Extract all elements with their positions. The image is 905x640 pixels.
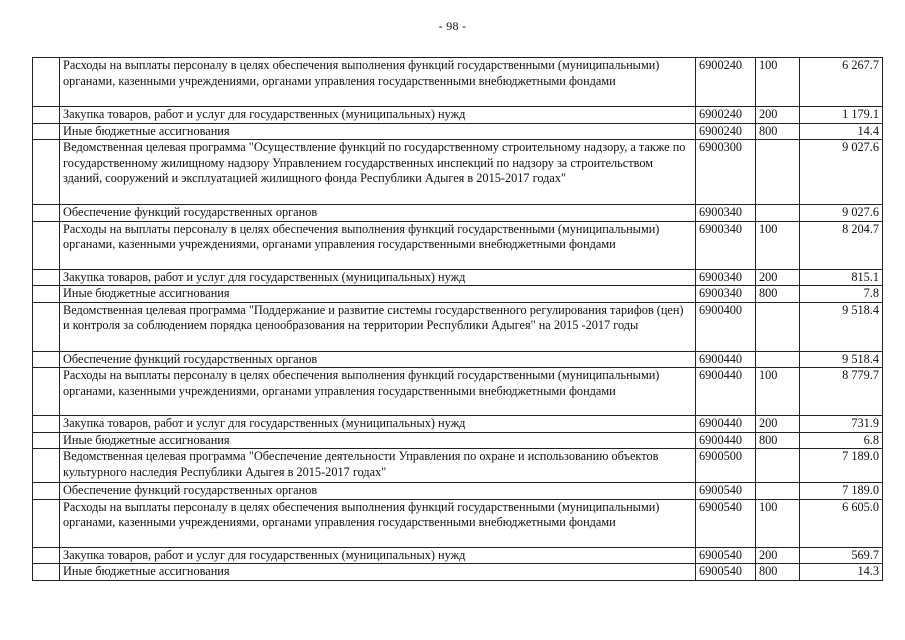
row-blank-cell [33, 483, 60, 500]
row-type-cell [756, 205, 800, 222]
row-type-cell: 200 [756, 269, 800, 286]
row-amount-cell: 731.9 [800, 416, 883, 433]
row-code-cell: 6900500 [696, 449, 756, 483]
row-type-cell: 800 [756, 564, 800, 581]
row-blank-cell [33, 221, 60, 269]
row-code-cell: 6900540 [696, 547, 756, 564]
row-amount-cell: 9 027.6 [800, 205, 883, 222]
row-code-cell: 6900340 [696, 286, 756, 303]
row-amount-cell: 815.1 [800, 269, 883, 286]
row-type-cell: 800 [756, 123, 800, 140]
table-row [33, 449, 883, 483]
row-code-cell: 6900540 [696, 483, 756, 500]
row-blank-cell [33, 107, 60, 124]
row-name-cell: Закупка товаров, работ и услуг для государственных (муниципальных) нужд [60, 547, 696, 564]
row-type-cell: 200 [756, 107, 800, 124]
row-blank-cell [33, 432, 60, 449]
row-blank-cell [33, 205, 60, 222]
row-amount-cell: 14.4 [800, 123, 883, 140]
row-name-cell: Иные бюджетные ассигнования [60, 286, 696, 303]
table-row [33, 140, 883, 205]
row-amount-cell: 9 518.4 [800, 351, 883, 368]
row-code-cell: 6900300 [696, 140, 756, 205]
row-name-cell: Иные бюджетные ассигнования [60, 123, 696, 140]
row-type-cell: 100 [756, 368, 800, 416]
row-code-cell: 6900240 [696, 107, 756, 124]
row-blank-cell [33, 547, 60, 564]
row-name-cell: Обеспечение функций государственных органов [60, 205, 696, 222]
row-type-cell: 200 [756, 416, 800, 433]
row-code-cell: 6900340 [696, 221, 756, 269]
row-type-cell [756, 483, 800, 500]
table-row [33, 368, 883, 416]
table-row [33, 302, 883, 351]
table-row [33, 416, 883, 433]
row-type-cell [756, 449, 800, 483]
row-code-cell: 6900440 [696, 351, 756, 368]
row-blank-cell [33, 564, 60, 581]
row-name-cell: Ведомственная целевая программа "Осуществление функций по государственному строительному надзору, а также по государственному жилищному надзору Управлением государственных инспекций по надзору за строительством зданий, сооружений и эксплуатацией жилищного фонда Республики Адыгея в 2015-2017 годах" [60, 140, 696, 205]
row-type-cell: 100 [756, 499, 800, 547]
row-blank-cell [33, 269, 60, 286]
row-type-cell: 100 [756, 58, 800, 107]
row-amount-cell: 1 179.1 [800, 107, 883, 124]
row-code-cell: 6900340 [696, 205, 756, 222]
row-amount-cell: 6 605.0 [800, 499, 883, 547]
row-code-cell: 6900440 [696, 368, 756, 416]
budget-table [32, 57, 883, 581]
row-blank-cell [33, 449, 60, 483]
row-amount-cell: 8 779.7 [800, 368, 883, 416]
row-blank-cell [33, 351, 60, 368]
row-name-cell: Расходы на выплаты персоналу в целях обеспечения выполнения функций государственными (муниципальными) органами, казенными учреждениями, органами управления государственными внебюджетными фондами [60, 499, 696, 547]
row-code-cell: 6900440 [696, 432, 756, 449]
row-amount-cell: 9 518.4 [800, 302, 883, 351]
row-blank-cell [33, 58, 60, 107]
row-amount-cell: 9 027.6 [800, 140, 883, 205]
row-name-cell: Расходы на выплаты персоналу в целях обеспечения выполнения функций государственными (муниципальными) органами, казенными учреждениями, органами управления государственными внебюджетными фондами [60, 58, 696, 107]
row-amount-cell: 6 267.7 [800, 58, 883, 107]
row-name-cell: Расходы на выплаты персоналу в целях обеспечения выполнения функций государственными (муниципальными) органами, казенными учреждениями, органами управления государственными внебюджетными фондами [60, 221, 696, 269]
table-row [33, 221, 883, 269]
row-amount-cell: 7 189.0 [800, 483, 883, 500]
row-amount-cell: 569.7 [800, 547, 883, 564]
row-type-cell [756, 302, 800, 351]
row-type-cell: 200 [756, 547, 800, 564]
table-row [33, 269, 883, 286]
row-type-cell [756, 351, 800, 368]
row-amount-cell: 6.8 [800, 432, 883, 449]
row-name-cell: Закупка товаров, работ и услуг для государственных (муниципальных) нужд [60, 107, 696, 124]
page-number: - 98 - [438, 19, 467, 33]
row-name-cell: Иные бюджетные ассигнования [60, 564, 696, 581]
row-type-cell: 800 [756, 432, 800, 449]
table-row [33, 499, 883, 547]
row-code-cell: 6900240 [696, 123, 756, 140]
row-amount-cell: 8 204.7 [800, 221, 883, 269]
row-code-cell: 6900400 [696, 302, 756, 351]
row-type-cell: 800 [756, 286, 800, 303]
row-name-cell: Ведомственная целевая программа "Обеспечение деятельности Управления по охране и использованию объектов культурного наследия Республики Адыгея в 2015-2017 годах" [60, 449, 696, 483]
row-name-cell: Обеспечение функций государственных органов [60, 483, 696, 500]
table-row [33, 205, 883, 222]
row-code-cell: 6900540 [696, 499, 756, 547]
row-blank-cell [33, 123, 60, 140]
row-blank-cell [33, 140, 60, 205]
budget-table-body [33, 58, 883, 581]
row-blank-cell [33, 499, 60, 547]
row-blank-cell [33, 302, 60, 351]
row-code-cell: 6900540 [696, 564, 756, 581]
row-name-cell: Ведомственная целевая программа "Поддержание и развитие системы государственного регулирования тарифов (цен) и контроля за соблюдением порядка ценообразования на территории Республики Адыгея" на 2015 -2017 годы [60, 302, 696, 351]
table-row [33, 351, 883, 368]
table-row [33, 286, 883, 303]
table-row [33, 564, 883, 581]
row-name-cell: Закупка товаров, работ и услуг для государственных (муниципальных) нужд [60, 416, 696, 433]
row-name-cell: Обеспечение функций государственных органов [60, 351, 696, 368]
row-blank-cell [33, 368, 60, 416]
row-code-cell: 6900440 [696, 416, 756, 433]
table-row [33, 123, 883, 140]
table-row [33, 483, 883, 500]
row-blank-cell [33, 416, 60, 433]
row-code-cell: 6900240 [696, 58, 756, 107]
table-row [33, 58, 883, 107]
row-amount-cell: 7 189.0 [800, 449, 883, 483]
row-amount-cell: 14.3 [800, 564, 883, 581]
row-name-cell: Закупка товаров, работ и услуг для государственных (муниципальных) нужд [60, 269, 696, 286]
row-blank-cell [33, 286, 60, 303]
table-row [33, 547, 883, 564]
table-row [33, 432, 883, 449]
row-amount-cell: 7.8 [800, 286, 883, 303]
row-name-cell: Иные бюджетные ассигнования [60, 432, 696, 449]
table-row [33, 107, 883, 124]
row-type-cell [756, 140, 800, 205]
row-code-cell: 6900340 [696, 269, 756, 286]
row-type-cell: 100 [756, 221, 800, 269]
row-name-cell: Расходы на выплаты персоналу в целях обеспечения выполнения функций государственными (муниципальными) органами, казенными учреждениями, органами управления государственными внебюджетными фондами [60, 368, 696, 416]
